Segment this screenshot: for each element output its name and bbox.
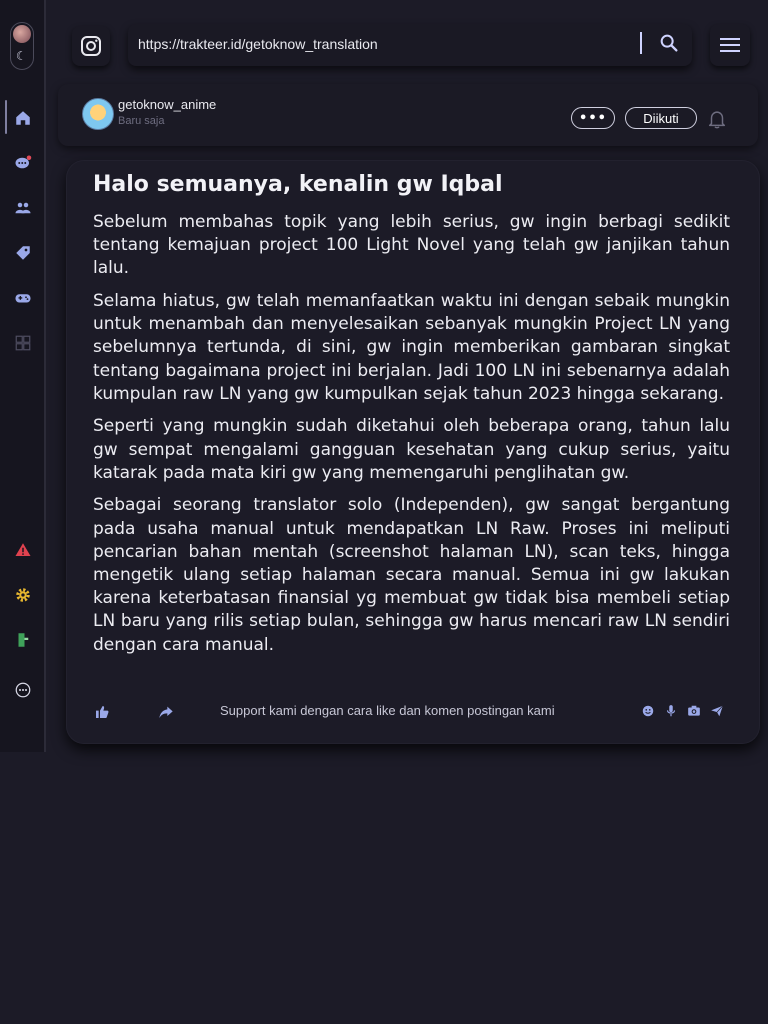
hamburger-icon	[718, 33, 742, 57]
chat-icon[interactable]	[13, 153, 33, 173]
share-icon[interactable]	[158, 704, 174, 720]
comment-bar	[90, 698, 740, 728]
author-name[interactable]: getoknow_anime	[118, 97, 217, 112]
like-icon[interactable]	[94, 704, 110, 720]
sidebar	[0, 0, 46, 752]
bell-icon[interactable]	[706, 108, 728, 130]
active-indicator	[5, 100, 7, 134]
more-options-icon[interactable]	[13, 680, 33, 700]
follow-button[interactable]: Diikuti	[625, 107, 697, 129]
emoji-icon[interactable]	[641, 704, 655, 718]
instagram-icon	[79, 34, 103, 58]
article-paragraph: Sebagai seorang translator solo (Independen), gw sangat bergantung pada usaha manual untuk mendapatkan LN Raw. Proses ini meliputi pencarian bahan mentah (screenshot halaman LN), scan teks, hingga mengetik ulang setiap halaman secara manual. Semua ini gw lakukan karena keterbatasan finansial yg membuat gw tidak bisa membeli setiap LN baru yang rilis setiap bulan, sehingga gw harus mencari raw LN sendiri dengan cara manual.	[93, 495, 730, 655]
microphone-icon[interactable]	[664, 704, 678, 718]
grid-icon[interactable]	[13, 333, 33, 353]
warning-icon[interactable]	[13, 540, 33, 560]
search-icon[interactable]	[658, 32, 680, 54]
users-icon[interactable]	[13, 198, 33, 218]
gamepad-icon[interactable]	[13, 288, 33, 308]
top-bar	[58, 14, 758, 74]
url-text[interactable]: https://trakteer.id/getoknow_translation	[138, 36, 378, 52]
article-paragraph: Seperti yang mungkin sudah diketahui oleh beberapa orang, tahun lalu gw sempat mengalami gangguan kesehatan yang cukup serius, yaitu katarak pada mata kiri gw yang memengaruhi penglihatan gw.	[93, 416, 730, 483]
article-body	[93, 211, 730, 666]
post-time: Baru saja	[118, 115, 165, 127]
moon-icon: ☾	[16, 49, 27, 63]
more-button[interactable]: •••	[571, 107, 615, 129]
instagram-button[interactable]	[72, 26, 110, 66]
article-paragraph: Sebelum membahas topik yang lebih serius, gw ingin berbagi sedikit tentang kemajuan project 100 Light Novel yang telah gw janjikan tahun lalu.	[93, 212, 730, 279]
camera-icon[interactable]	[687, 704, 701, 718]
comment-placeholder[interactable]: Support kami dengan cara like dan komen postingan kami	[220, 703, 555, 718]
user-avatar[interactable]	[13, 25, 31, 43]
gear-icon[interactable]	[13, 585, 33, 605]
tag-icon[interactable]	[13, 243, 33, 263]
article-card	[66, 160, 760, 744]
article-paragraph: Selama hiatus, gw telah memanfaatkan waktu ini dengan sebaik mungkin untuk menambah dan menyelesaikan sebanyak mungkin Project LN yang sebelumnya tertunda, di sini, gw ingin memberikan gambaran singkat tentang bagaimana project ini berjalan. Jadi 100 LN ini sebenarnya adalah kumpulan raw LN yang gw kumpulkan sejak tahun 2023 hingga sekarang.	[93, 291, 730, 404]
post-header	[58, 84, 758, 146]
home-icon[interactable]	[13, 108, 33, 128]
url-bar[interactable]	[128, 24, 692, 66]
theme-toggle[interactable]	[10, 22, 34, 70]
article-title: Halo semuanya, kenalin gw Iqbal	[93, 172, 503, 197]
menu-button[interactable]	[710, 24, 750, 66]
send-icon[interactable]	[710, 704, 724, 718]
exit-icon[interactable]	[13, 630, 33, 650]
author-avatar[interactable]	[82, 98, 114, 130]
text-cursor	[640, 32, 642, 54]
